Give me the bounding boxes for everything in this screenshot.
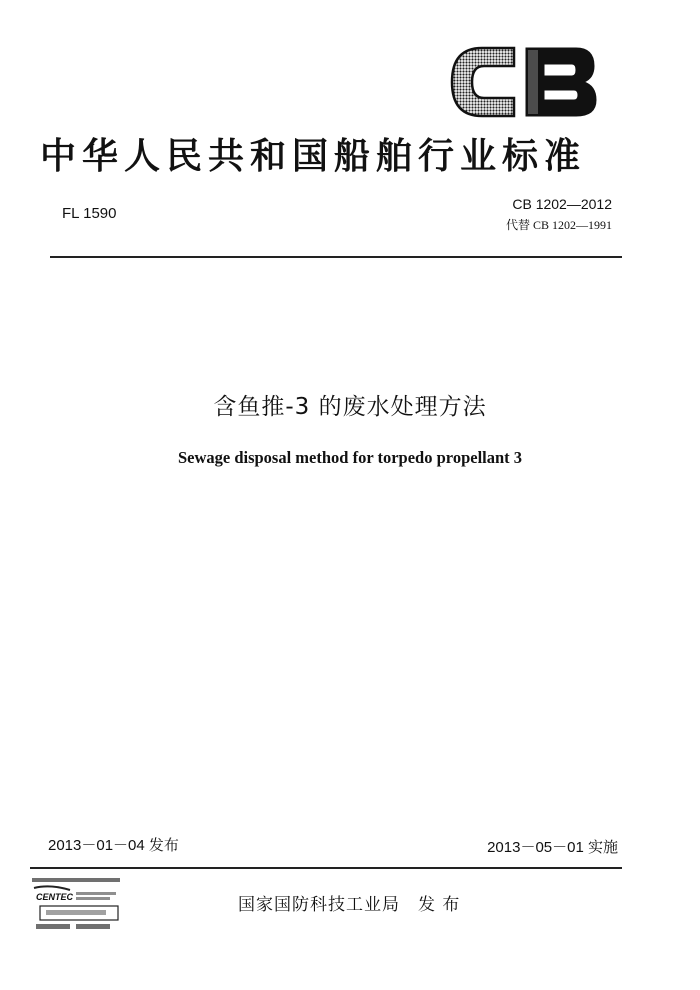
classification-code: FL 1590 <box>62 205 117 222</box>
implementation-date: 2013－05－01 实施 <box>487 839 618 856</box>
header-divider <box>50 256 622 258</box>
centec-stamp-icon <box>30 876 130 936</box>
standard-category-title: 中华人民共和国船舶行业标准 <box>40 136 587 177</box>
document-title-cn: 含鱼推-3 的废水处理方法 <box>213 394 487 420</box>
replaces-standard: 代替 CB 1202—1991 <box>505 218 612 232</box>
issue-date: 2013－01－04 发布 <box>48 837 179 854</box>
standard-number: CB 1202—2012 <box>512 196 612 212</box>
document-title-en: Sewage disposal method for torpedo propellant 3 <box>177 448 523 467</box>
stamp-label: CENTEC <box>36 892 74 902</box>
publisher-name: 国家国防科技工业局 <box>238 895 400 915</box>
publish-word: 发 布 <box>418 895 461 915</box>
cb-logo <box>444 40 600 124</box>
publisher <box>238 890 460 915</box>
footer-divider <box>30 867 622 869</box>
